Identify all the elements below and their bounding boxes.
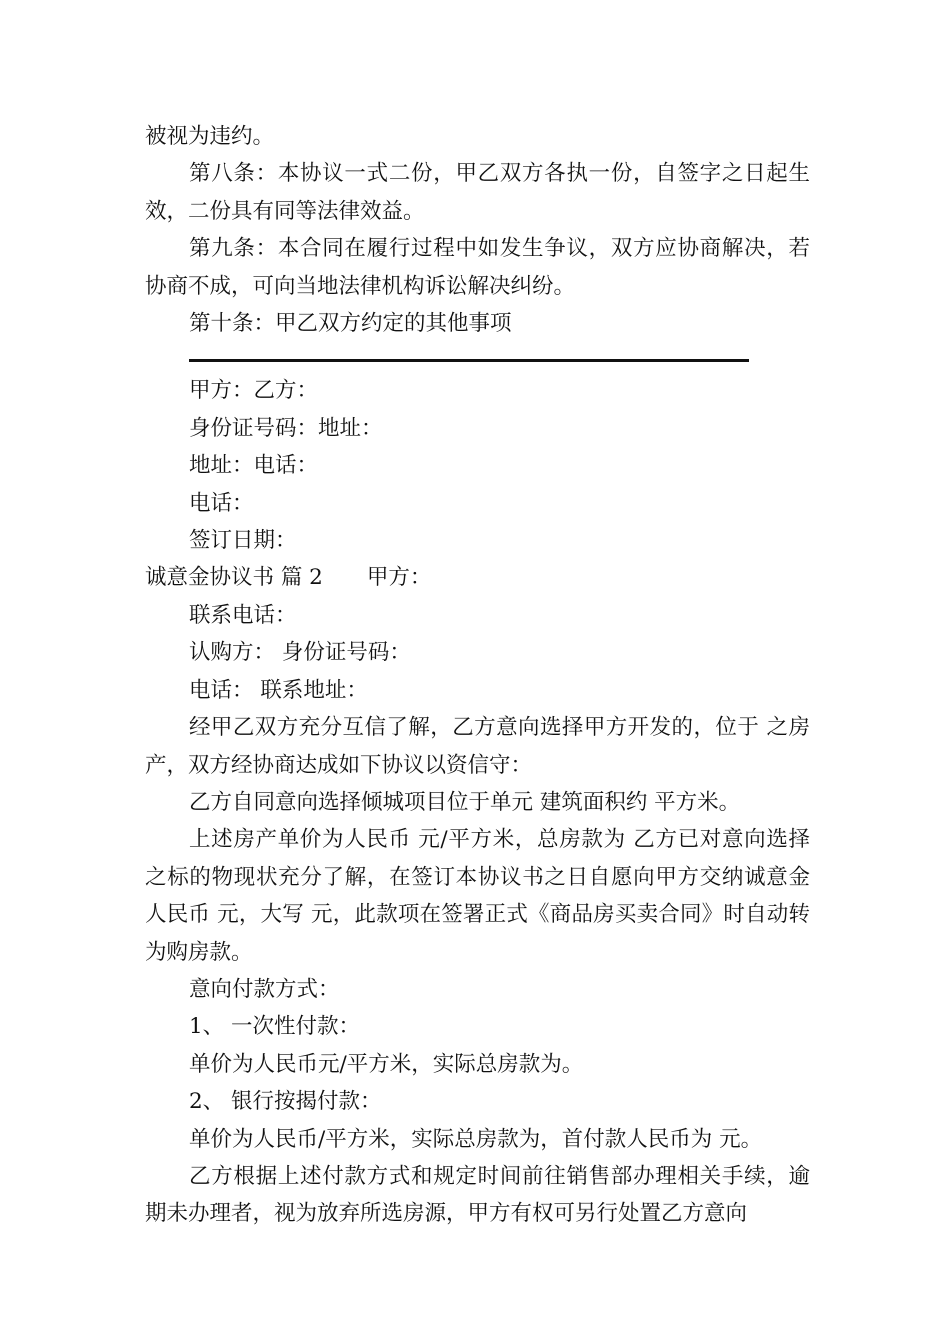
party-a-label: 甲方： xyxy=(366,565,432,591)
address-phone-line: 地址：电话： xyxy=(189,453,319,479)
paragraph-property: 乙方自同意向选择倾城项目位于单元 建筑面积约 平方米。 xyxy=(189,789,741,815)
payment-option-2: 2、 银行按揭付款： xyxy=(189,1089,382,1115)
buyer-id-line: 认购方： 身份证号码： xyxy=(189,640,411,666)
paragraph: 被视为违约。 xyxy=(145,124,275,149)
id-address-line: 身份证号码：地址： xyxy=(189,415,383,441)
underline-bar xyxy=(189,359,749,362)
paragraph-procedure: 乙方根据上述付款方式和规定时间前往销售部办理相关手续，逾期未办理者，视为放弃所选房源，甲方有权可另行处置乙方意向 xyxy=(145,1163,810,1227)
article-9: 第九条：本合同在履行过程中如发生争议，双方应协商解决，若协商不成，可向当地法律机构诉讼解决纠纷。 xyxy=(145,236,810,299)
fill-in-line xyxy=(189,348,749,372)
contact-phone-line: 联系电话： xyxy=(189,602,297,628)
article-8: 第八条：本协议一式二份，甲乙双方各执一份，自签字之日起生效，二份具有同等法律效益。 xyxy=(145,161,810,224)
payment-method-heading: 意向付款方式： xyxy=(189,976,340,1002)
party-line: 甲方：乙方： xyxy=(189,378,319,404)
payment-option-2-detail: 单价为人民币/平方米，实际总房款为，首付款人民币为 元。 xyxy=(189,1126,763,1152)
payment-option-1: 1、 一次性付款： xyxy=(189,1014,361,1040)
article-10: 第十条：甲乙双方约定的其他事项 xyxy=(189,311,512,337)
section-title: 诚意金协议书 篇 2 xyxy=(145,565,323,591)
phone-line: 电话： xyxy=(189,490,254,516)
phone-address-line: 电话： 联系地址： xyxy=(189,677,368,703)
payment-option-1-detail: 单价为人民币元/平方米，实际总房款为。 xyxy=(189,1051,584,1077)
section-title-row xyxy=(145,559,810,596)
paragraph-agreement: 经甲乙双方充分互信了解，乙方意向选择甲方开发的，位于 之房产，双方经协商达成如下协议以资信守： xyxy=(145,715,810,778)
sign-date-line: 签订日期： xyxy=(189,528,297,554)
paragraph-price: 上述房产单价为人民币 元/平方米，总房款为 乙方已对意向选择之标的物现状充分了解，在签订本协议书之日自愿向甲方交纳诚意金人民币 元，大写 元，此款项在签署正式《商品房买卖合同》时自动转为购房款。 xyxy=(145,827,810,965)
document-body xyxy=(145,118,810,1233)
